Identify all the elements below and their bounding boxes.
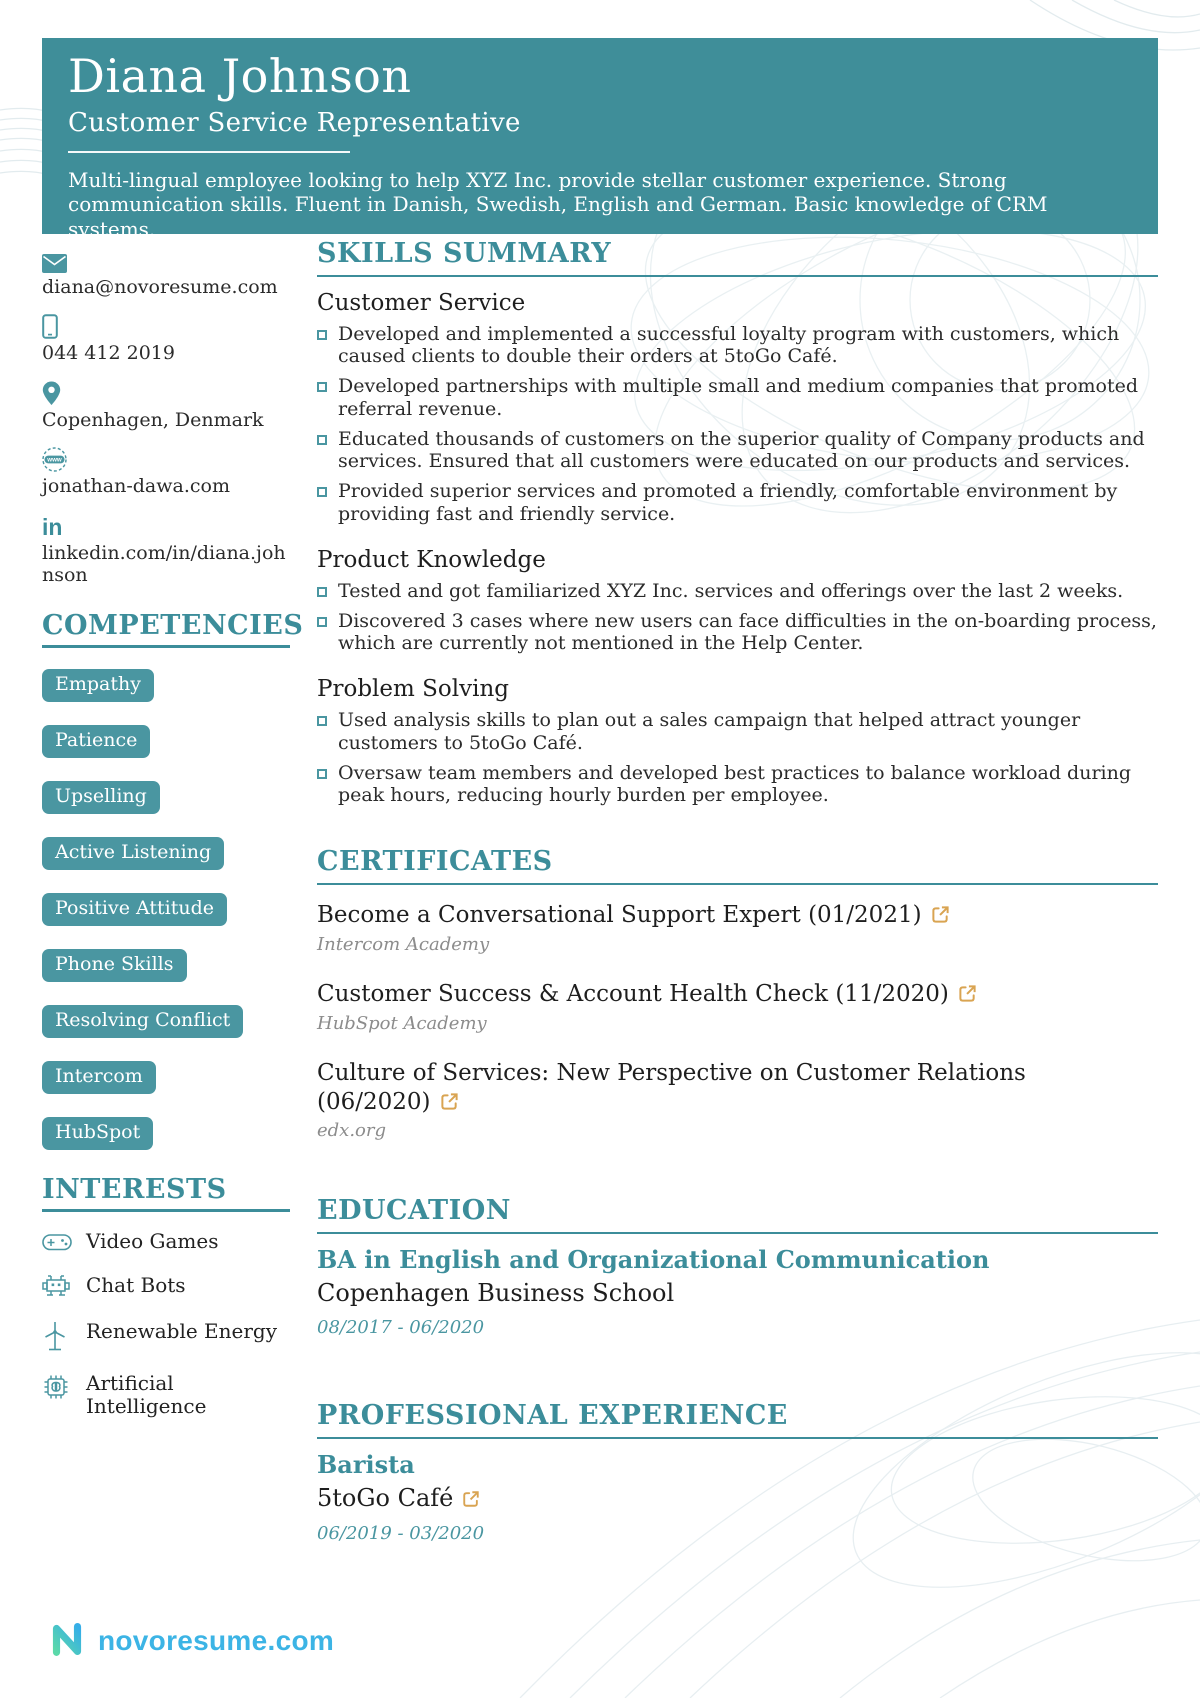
section-education [317,1195,1158,1338]
experience-underline [317,1437,1158,1439]
competency-tag: Upselling [42,781,160,814]
website-value[interactable]: jonathan-dawa.com [42,475,230,498]
interest-item [42,1230,290,1257]
section-certificates [317,846,1158,1141]
certificate-item [317,1059,1158,1142]
skill-bullet [317,709,1158,753]
competency-tag-list [42,669,290,1150]
skill-group-title: Product Knowledge [317,546,546,573]
external-link-icon[interactable] [931,903,950,932]
competency-tag: Positive Attitude [42,893,227,926]
linkedin-icon: in [42,513,63,540]
certificate-title [317,901,1158,932]
skill-bullet [317,428,1158,472]
skill-bullet [317,323,1158,367]
experience-heading: PROFESSIONAL EXPERIENCE [317,1399,788,1431]
square-bullet-icon [317,716,327,726]
external-link-icon[interactable] [958,982,977,1011]
contact-email [42,247,290,298]
experience-dates: 06/2019 - 03/2020 [317,1523,485,1545]
contact-website [42,446,290,497]
interest-label: Renewable Energy [86,1319,278,1344]
certificate-title [317,1059,1077,1119]
competency-tag: HubSpot [42,1117,153,1150]
skill-bullet-text: Discovered 3 cases where new users can face difficulties in the on-boarding process, which are currently not mentioned in the Help Center. [338,609,1157,655]
education-school: Copenhagen Business School [317,1279,675,1308]
skill-group-title: Problem Solving [317,676,509,703]
certificate-item [317,980,1158,1034]
skill-bullet-text: Tested and got familiarized XYZ Inc. services and offerings over the last 2 weeks. [338,579,1124,602]
skill-bullet-text: Provided superior services and promoted a friendly, comfortable environment by providing fast and friendly service. [338,480,1118,525]
competencies-heading: COMPETENCIES [42,610,304,642]
interest-item [42,1372,290,1418]
competency-tag: Phone Skills [42,949,187,982]
mobile-phone-icon [42,313,290,339]
skill-group-customer-service [317,290,1158,525]
certificate-issuer: Intercom Academy [317,934,490,956]
certificates-underline [317,883,1158,885]
envelope-icon [42,247,290,273]
resume-header [42,38,1158,242]
certificate-title-text: Customer Success & Account Health Check (11/2020) [317,981,949,1008]
square-bullet-icon [317,382,327,392]
sidebar [42,247,304,1435]
contact-phone [42,313,290,364]
novoresume-logo-icon [46,1618,88,1664]
linkedin-value[interactable]: linkedin.com/in/diana.johnson [42,541,286,587]
skill-group-product-knowledge [317,547,1158,655]
external-link-icon[interactable] [462,1486,480,1515]
education-underline [317,1232,1158,1234]
gamepad-icon [42,1230,72,1257]
section-skills-summary [317,238,1158,806]
contact-location [42,380,290,431]
education-dates: 08/2017 - 06/2020 [317,1316,485,1338]
profile-summary: Multi-lingual employee looking to help XYZ Inc. provide stellar customer experience. Strong communication skills. Fluent in Danish, Swedish, English and German. Basic knowledge of CRM systems. [68,167,1048,242]
interest-label: Chat Bots [86,1273,186,1298]
interest-item [42,1320,290,1355]
interests-underline [42,1209,290,1212]
education-degree: BA in English and Organizational Communication [317,1245,990,1275]
certificates-heading: CERTIFICATES [317,846,553,878]
competency-tag: Intercom [42,1061,156,1094]
skills-summary-underline [317,275,1158,277]
www-globe-icon [42,446,290,472]
skills-summary-heading: SKILLS SUMMARY [317,238,612,269]
square-bullet-icon [317,587,327,597]
square-bullet-icon [317,330,327,340]
skill-bullet [317,480,1158,524]
skill-bullet [317,762,1158,806]
certificate-issuer: edx.org [317,1120,387,1142]
competencies-underline [42,645,290,648]
skill-bullet-text: Developed partnerships with multiple small and medium companies that promoted referral revenue. [338,375,1139,420]
experience-company [317,1484,1158,1515]
phone-value: 044 412 2019 [42,342,175,365]
skill-group-problem-solving [317,676,1158,806]
certificate-title-text: Culture of Services: New Perspective on Customer Relations (06/2020) [317,1059,1026,1115]
location-value: Copenhagen, Denmark [42,408,264,431]
competency-tag: Active Listening [42,837,224,870]
brand-text: novoresume.com [98,1625,335,1656]
candidate-job-title: Customer Service Representative [68,107,521,138]
interests-list [42,1230,290,1418]
certificate-item [317,901,1158,955]
wind-turbine-icon [42,1320,72,1355]
certificate-issuer: HubSpot Academy [317,1012,487,1034]
certificate-title [317,980,1158,1011]
skill-bullet-text: Used analysis skills to plan out a sales campaign that helped attract younger customers to 5toGo Café. [338,709,1081,754]
experience-company-text: 5toGo Café [317,1483,454,1512]
certificate-title-text: Become a Conversational Support Expert (01/2021) [317,902,922,929]
footer-brand[interactable] [46,1618,334,1664]
contact-linkedin [42,513,290,587]
title-underline [68,151,350,153]
interest-label: Video Games [86,1229,219,1254]
competency-tag: Resolving Conflict [42,1005,243,1038]
skill-group-title: Customer Service [317,290,526,316]
competency-tag: Patience [42,725,150,758]
square-bullet-icon [317,769,327,779]
interest-item [42,1274,290,1303]
skill-bullet-text: Oversaw team members and developed best practices to balance workload during peak hours, reducing hourly burden per employee. [338,761,1132,807]
square-bullet-icon [317,435,327,445]
interests-heading: INTERESTS [42,1174,227,1206]
skill-bullet [317,375,1158,419]
square-bullet-icon [317,487,327,497]
interest-label: Artificial Intelligence [86,1371,207,1419]
main-content [317,238,1158,1544]
robot-icon [42,1274,72,1303]
skill-bullet [317,580,1158,602]
square-bullet-icon [317,617,327,627]
education-heading: EDUCATION [317,1195,511,1227]
location-pin-icon [42,380,290,406]
ai-chip-icon [42,1372,72,1405]
competency-tag: Empathy [42,669,154,702]
candidate-name: Diana Johnson [68,49,412,103]
skill-bullet-text: Developed and implemented a successful loyalty program with customers, which caused clients to double their orders at 5toGo Café. [338,323,1120,368]
external-link-icon[interactable] [440,1090,459,1119]
experience-role: Barista [317,1449,415,1479]
section-experience [317,1400,1158,1545]
svg-text:www: www [47,456,62,464]
email-value[interactable]: diana@novoresume.com [42,276,278,298]
skill-bullet [317,610,1158,654]
skill-bullet-text: Educated thousands of customers on the superior quality of Company products and services. Ensured that all customers were educated on our products and services. [338,427,1145,473]
